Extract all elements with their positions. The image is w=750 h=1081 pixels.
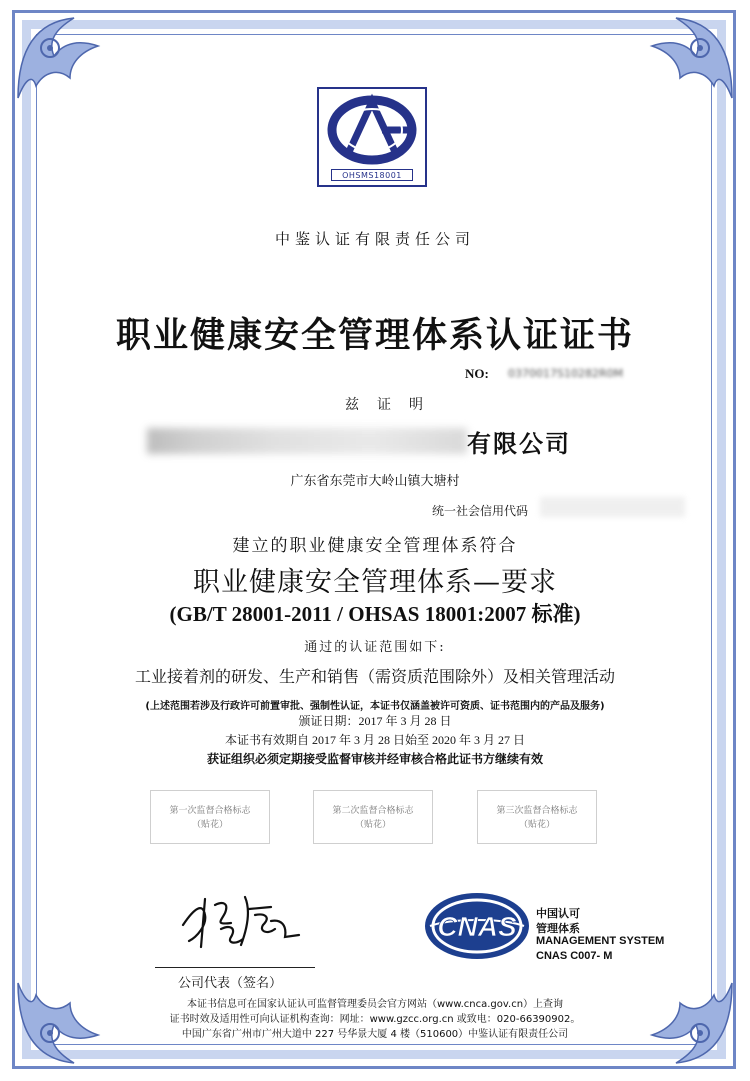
cqc-certification-logo-icon [322,92,422,168]
handwritten-signature [175,885,305,955]
signature-label: 公司代表（签名） [178,976,283,991]
certify-text: 兹证明 [345,398,441,413]
footer-line-1: 本证书信息可在国家认证认可监督管理委员会官方网站（www.cnca.gov.cn）上查询 [186,999,564,1010]
redacted-credit-code [540,497,685,517]
footer-line-2: 证书时效及适用性可向认证机构查询：网址：www.gzcc.org.cn 或致电：020-66390902。 [169,1014,581,1025]
corner-ornament-icon [14,12,104,102]
cnas-en-line: MANAGEMENT SYSTEM [536,935,665,947]
scope-note: (上述范围若涉及行政许可前置审批、强制性认证，本证书仅涵盖被许可资质、证书范围内的产品及服务) [145,701,605,712]
cnas-logo-text: CNAS [437,911,517,942]
scope-heading: 通过的认证范围如下: [304,640,446,655]
stamp-sublabel: （贴花） [518,819,555,829]
company-address: 广东省东莞市大岭山镇大塘村 [290,473,460,488]
certificate-title: 职业健康安全管理体系认证证书 [115,316,634,356]
surveillance-stamp-box [150,790,270,844]
credit-code-label: 统一社会信用代码 [432,504,529,518]
scope-text: 工业接着剂的研发、生产和销售（需资质范围除外）及相关管理活动 [134,667,615,686]
company-name-suffix: 有限公司 [467,430,571,458]
certificate-number-value: 0370017S10282R0M [508,367,624,380]
surveillance-notice: 获证组织必须定期接受监督审核并经审核合格此证书方继续有效 [206,752,543,766]
stamp-label: 第二次监督合格标志 [332,805,414,815]
cnas-cn-line1: 中国认可 [536,907,580,920]
conformity-statement: 建立的职业健康安全管理体系符合 [232,536,518,556]
surveillance-stamp-box [313,790,433,844]
stamp-label: 第一次监督合格标志 [169,805,251,815]
cnas-code: CNAS C007- M [536,950,613,962]
stamp-sublabel: （贴花） [354,819,391,829]
certificate-number-label: NO: [465,366,489,381]
signature-line [155,967,315,968]
cnas-logo-icon [422,890,532,962]
standard-code: (GB/T 28001-2011 / OHSAS 18001:2007 标准) [169,602,581,626]
stamp-label: 第三次监督合格标志 [496,805,578,815]
surveillance-stamp-box [477,790,597,844]
validity-period: 本证书有效期自 2017 年 3 月 28 日始至 2020 年 3 月 27 日 [224,733,525,747]
logo-caption: OHSMS18001 [331,169,413,181]
footer-line-3: 中国广东省广州市广州大道中 227 号华景大厦 4 楼（510600）中鉴认证有限责任公司 [181,1029,569,1040]
standard-title: 职业健康安全管理体系—要求 [193,567,557,598]
issue-date: 颁证日期：2017 年 3 月 28 日 [298,714,452,728]
redacted-company-name [147,428,467,454]
certification-logo [317,87,427,187]
stamp-sublabel: （贴花） [191,819,228,829]
cnas-cn-line2: 管理体系 [536,922,580,935]
corner-ornament-icon [646,12,736,102]
issuer-name: 中鉴认证有限责任公司 [274,230,475,248]
